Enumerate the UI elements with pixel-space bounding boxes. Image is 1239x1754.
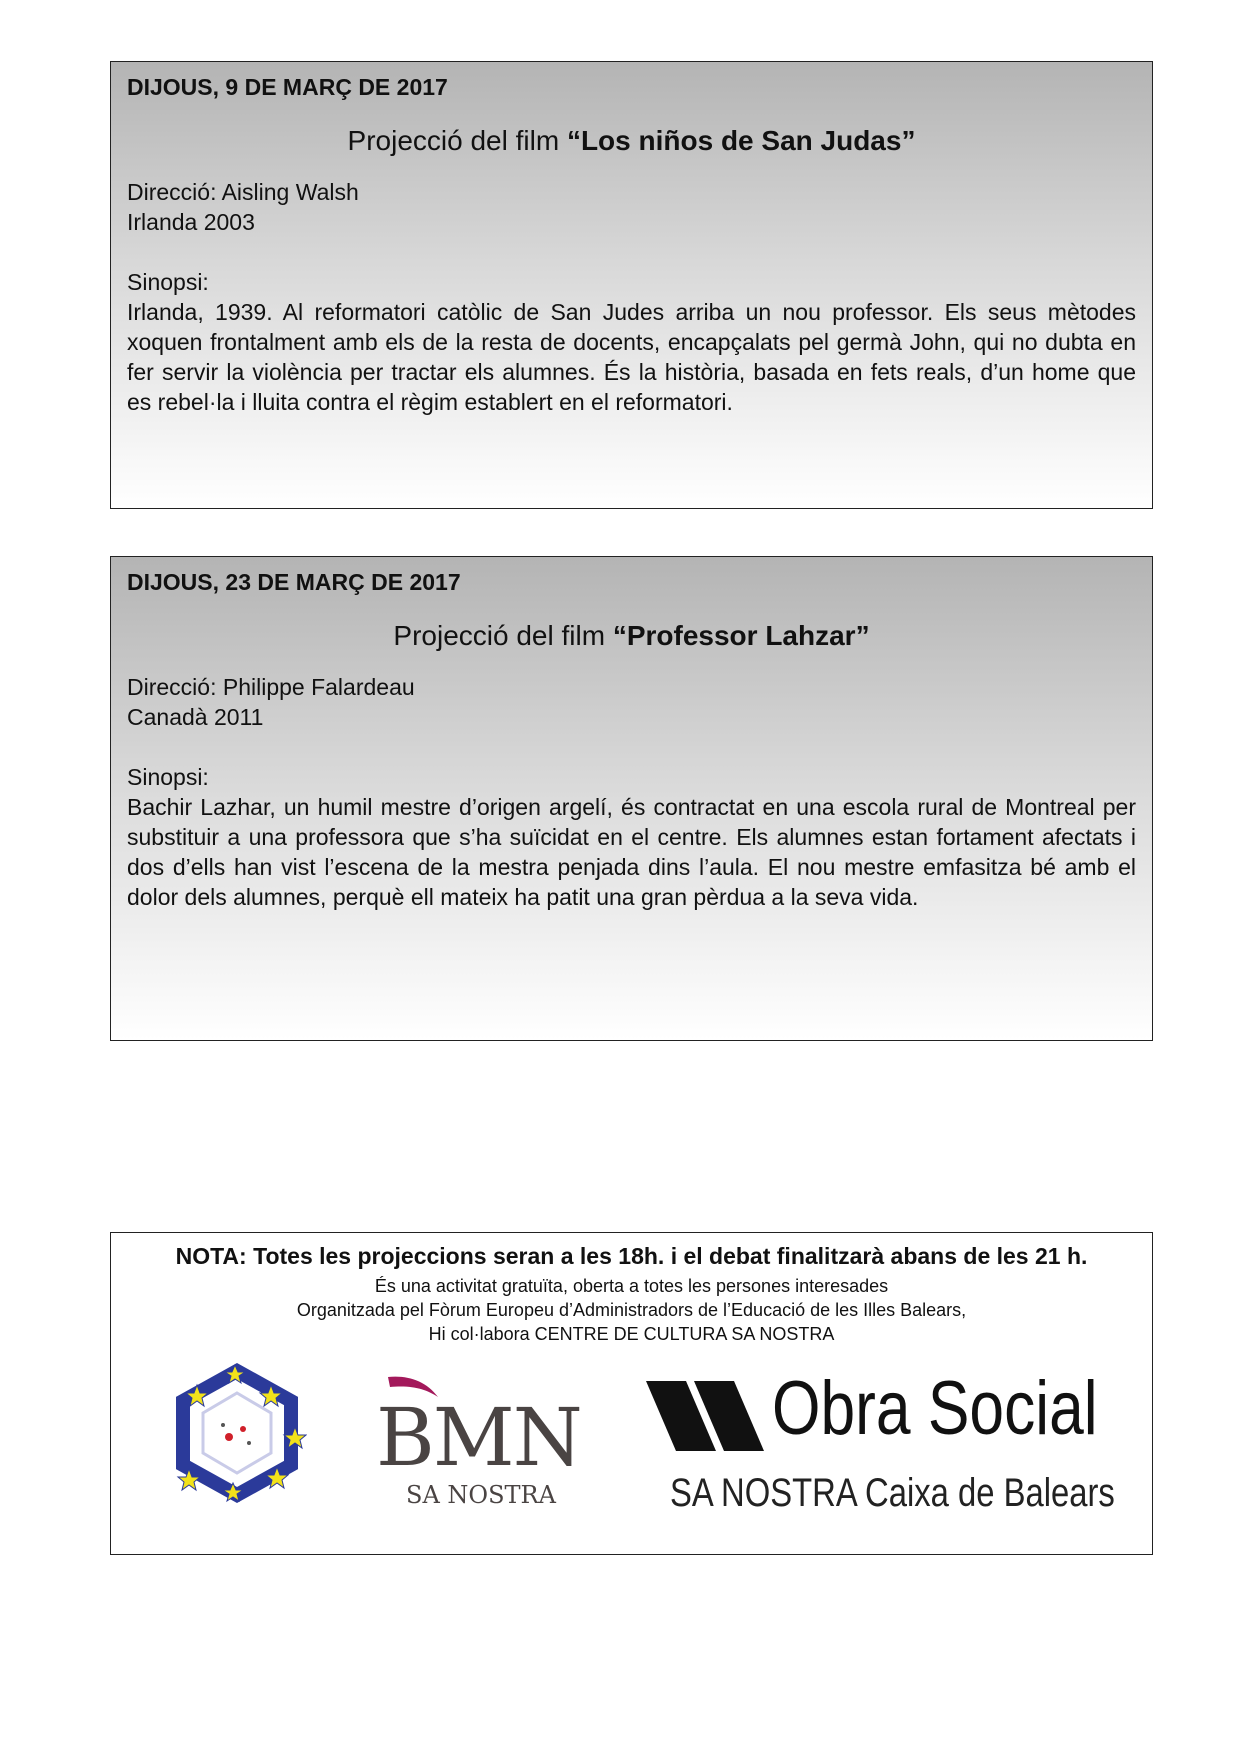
film-meta — [127, 177, 1136, 237]
film-card-1 — [110, 61, 1153, 509]
film-card-2 — [110, 556, 1153, 1041]
film-origin: Irlanda 2003 — [127, 209, 255, 235]
note-line-1: És una activitat gratuïta, oberta a totes les persones interesades — [374, 1276, 889, 1296]
synopsis-label: Sinopsi: — [127, 764, 209, 790]
film-date: DIJOUS, 23 DE MARÇ DE 2017 — [127, 569, 461, 595]
note-line-2: Organitzada pel Fòrum Europeu d’Administradors de l’Educació de les Illes Balears, — [296, 1300, 967, 1320]
note-headline: NOTA: Totes les projeccions seran a les 18h. i el debat finalitzarà abans de les 21 h. — [175, 1243, 1088, 1269]
film-title-name: “Los niños de San Judas” — [566, 125, 916, 156]
note-box — [110, 1232, 1153, 1555]
synopsis-text: Irlanda, 1939. Al reformatori catòlic de San Judes arriba un nou professor. Els seus mètodes xoquen frontalment amb els de la resta de docents, encapçalats pel germà John, qui no dubta en fer servir la violència per tractar els alumnes. És la història, basada en fets reals, d’un home que es rebel·la i lluita contra el règim establert en el reformatori. — [127, 299, 1136, 415]
film-title — [127, 125, 1136, 157]
bmn-name: BMN — [376, 1391, 581, 1484]
film-title-name: “Professor Lahzar” — [612, 620, 870, 651]
obra-social-mark-icon — [646, 1381, 766, 1451]
film-direction: Direcció: Aisling Walsh — [127, 179, 359, 205]
film-date: DIJOUS, 9 DE MARÇ DE 2017 — [127, 74, 448, 100]
obra-title: Obra Social — [772, 1366, 1098, 1451]
forum-logo — [167, 1363, 307, 1503]
bmn-logo — [376, 1373, 586, 1513]
film-meta — [127, 672, 1136, 732]
synopsis-label: Sinopsi: — [127, 269, 209, 295]
film-title-prefix: Projecció del film — [393, 620, 613, 651]
note-line-3: Hi col·labora CENTRE DE CULTURA SA NOSTRA — [428, 1324, 835, 1344]
film-title — [127, 620, 1136, 652]
bmn-sub: SA NOSTRA — [406, 1481, 556, 1509]
synopsis-text: Bachir Lazhar, un humil mestre d’origen argelí, és contractat en una escola rural de Montreal per substituir a una professora que s’ha suïcidat en el centre. Els alumnes estan fortament afectats i dos d’ells han vist l’escena de la mestra penjada dins l’aula. El nou mestre emfasitza bé amb el dolor dels alumnes, perquè ell mateix ha patit una gran pèrdua a la seva vida. — [127, 794, 1136, 910]
obra-sub: SA NOSTRA Caixa de Balears — [670, 1471, 1115, 1515]
film-title-prefix: Projecció del film — [347, 125, 567, 156]
film-origin: Canadà 2011 — [127, 704, 264, 730]
obra-social-logo — [646, 1366, 1126, 1521]
film-direction: Direcció: Philippe Falardeau — [127, 674, 415, 700]
